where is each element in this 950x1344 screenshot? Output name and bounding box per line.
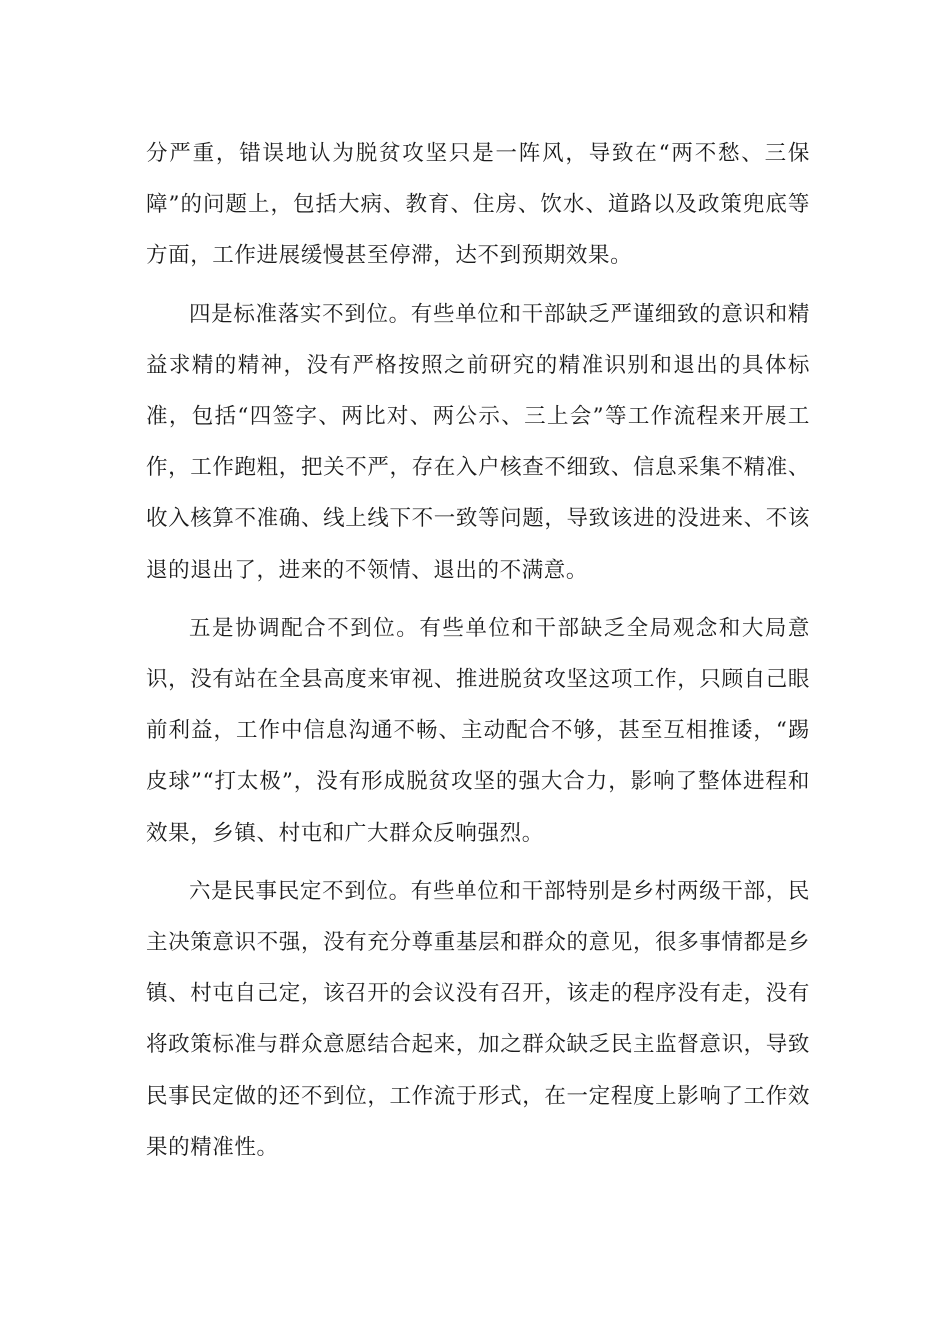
document-body [146, 128, 810, 1180]
paragraph-democracy: 六是民事民定不到位。有些单位和干部特别是乡村两级干部，民主决策意识不强，没有充分尊重基层和群众的意见，很多事情都是乡镇、村屯自己定，该召开的会议没有召开，该走的程序没有走，没有将政策标准与群众意愿结合起来，加之群众缺乏民主监督意识，导致民事民定做的还不到位，工作流于形式，在一定程度上影响了工作效果的精准性。 [146, 878, 810, 1160]
paragraph-coordination: 五是协调配合不到位。有些单位和干部缺乏全局观念和大局意识，没有站在全县高度来审视、推进脱贫攻坚这项工作，只顾自己眼前利益，工作中信息沟通不畅、主动配合不够，甚至互相推诿，“踢皮球”“打太极”，没有形成脱贫攻坚的强大合力，影响了整体进程和效果，乡镇、村屯和广大群众反响强烈。 [146, 615, 810, 846]
paragraph-standards: 四是标准落实不到位。有些单位和干部缺乏严谨细致的意识和精益求精的精神，没有严格按照之前研究的精准识别和退出的具体标准，包括“四签字、两比对、两公示、三上会”等工作流程来开展工作，工作跑粗，把关不严，存在入户核查不细致、信息采集不精准、收入核算不准确、线上线下不一致等问题，导致该进的没进来、不该退的退出了，进来的不领情、退出的不满意。 [146, 301, 810, 583]
paragraph-continuation: 分严重，错误地认为脱贫攻坚只是一阵风，导致在“两不愁、三保障”的问题上，包括大病、教育、住房、饮水、道路以及政策兜底等方面，工作进展缓慢甚至停滞，达不到预期效果。 [146, 141, 810, 269]
